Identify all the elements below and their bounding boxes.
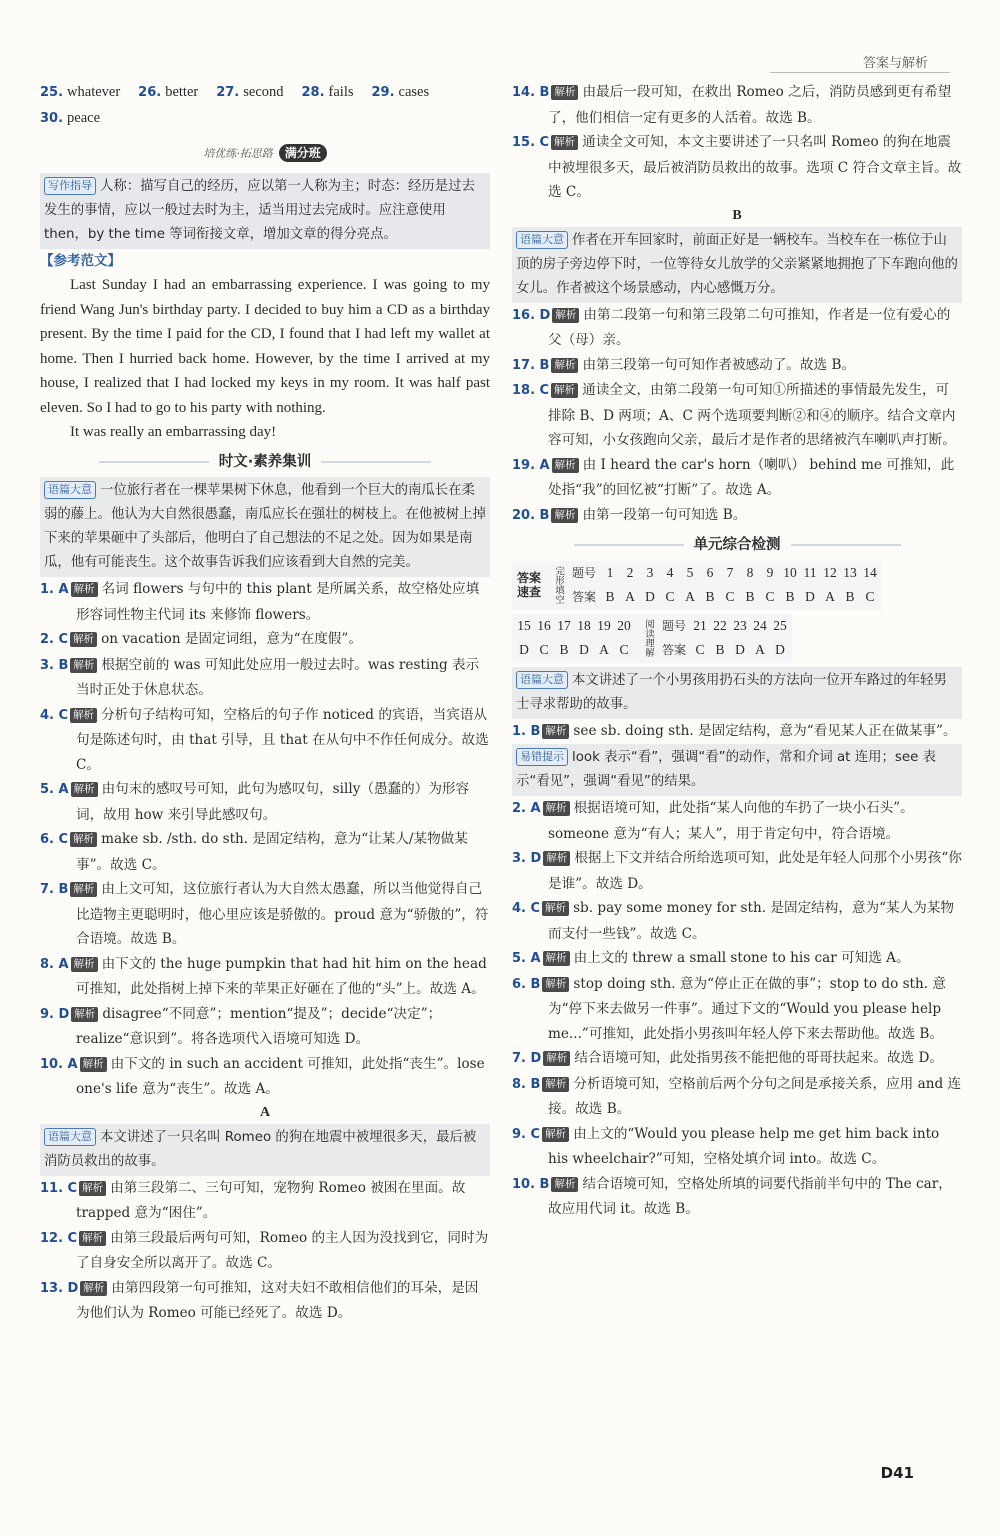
answer-number: 18. C bbox=[512, 383, 550, 398]
word-answer bbox=[138, 84, 198, 100]
analysis-tag: 解析 bbox=[71, 957, 98, 972]
answer-number: 2. C bbox=[40, 632, 69, 647]
answer-number: 4. C bbox=[40, 707, 69, 723]
question-number-label: 题号 bbox=[662, 618, 687, 633]
cloze-answers-2 bbox=[512, 638, 636, 663]
analysis-tag: 解析 bbox=[70, 832, 97, 847]
answer-explanation: 由第三段最后两句可知，Romeo 的主人因为没找到它，同时为了自身安全所以离开了。故选 C。 bbox=[76, 1229, 489, 1271]
analysis-tag: 解析 bbox=[80, 1281, 107, 1296]
answer-number: 8. B bbox=[512, 1076, 541, 1092]
answer-number: 5. A bbox=[512, 951, 541, 966]
answer-list-11-13 bbox=[40, 1176, 490, 1326]
answer-number: 8. A bbox=[40, 956, 69, 972]
answer-item bbox=[512, 1046, 962, 1072]
answer-item bbox=[512, 503, 962, 529]
answer-number: 20. B bbox=[512, 507, 550, 523]
answer-explanation: 名词 flowers 与句中的 this plant 是所属关系，故空格处应填形容词性物主代词 its 来修饰 flowers。 bbox=[76, 581, 480, 623]
analysis-tag: 解析 bbox=[551, 135, 578, 150]
question-number: 1 bbox=[606, 564, 614, 580]
answer-item bbox=[512, 1172, 962, 1222]
answer-explanation: on vacation 是固定词组，意为“在度假”。 bbox=[101, 631, 362, 647]
answer-explanation: 由第三段第二、三句可知，宠物狗 Romeo 被困在里面。故 trapped 意为“困住”。 bbox=[76, 1179, 466, 1221]
answer-explanation: 根据空前的 was 可知此处应用一般过去时。was resting 表示当时正处于休息状态。 bbox=[76, 656, 480, 698]
answer-letter: D bbox=[805, 589, 815, 604]
writing-tip-tag: 写作指导 bbox=[44, 177, 96, 195]
answer-quick-check-table bbox=[512, 561, 882, 610]
writing-tip bbox=[40, 173, 490, 249]
analysis-tag: 解析 bbox=[70, 708, 97, 723]
answer-explanation: 通读全文，由第二段第一句可知①所描述的事情最先发生，可排除 B、D 两项；A、C 两个选项要判断②和④的顺序。结合文章内容可知，小女孩跑向父亲，最后才是作者的思绪被汽车喇叭声打断。 bbox=[548, 382, 956, 448]
analysis-tag: 解析 bbox=[542, 977, 569, 992]
question-number: 2 bbox=[626, 564, 634, 580]
answer-letter: C bbox=[619, 642, 629, 657]
answer-letter: C bbox=[865, 589, 875, 604]
cloze-answers bbox=[598, 585, 882, 610]
answer-explanation: 由第一段第一句可知选 B。 bbox=[582, 506, 747, 523]
analysis-tag: 解析 bbox=[70, 658, 97, 673]
question-number: 13 bbox=[843, 564, 857, 580]
answer-letter: D bbox=[735, 642, 745, 657]
answer-number: 1. B bbox=[512, 723, 541, 739]
question-number: 9 bbox=[766, 564, 774, 580]
answer-list-unit-2-10 bbox=[512, 796, 962, 1222]
answer-explanation: 分析句子结构可知，空格后的句子作 noticed 的宾语，当宾语从句是陈述句时，由 that 引导，且 that 在从句中不作任何成分。故选 C。 bbox=[76, 706, 489, 773]
answer-number: 3. B bbox=[40, 657, 69, 673]
answer-item bbox=[40, 777, 490, 827]
answer-number: 2. A bbox=[512, 801, 541, 816]
answer-letter: C bbox=[765, 589, 775, 604]
question-number: 21 bbox=[693, 617, 707, 633]
analysis-tag: 解析 bbox=[79, 1181, 106, 1196]
answer-letter: B bbox=[845, 589, 855, 604]
answer-item bbox=[40, 577, 490, 627]
answer-item bbox=[512, 896, 962, 946]
answer-item bbox=[40, 1002, 490, 1052]
word-answer-text: fails bbox=[328, 84, 354, 100]
question-number-label: 题号 bbox=[572, 565, 597, 580]
answer-explanation: 由上文可知，这位旅行者认为大自然太愚蠢，所以当他觉得自己比造物主更聪明时，他心里应该是骄傲的。proud 意为“骄傲的”，符合语境。故选 B。 bbox=[76, 881, 489, 947]
analysis-tag: 解析 bbox=[80, 1057, 107, 1072]
reading-question-numbers bbox=[688, 614, 792, 639]
answer-explanation: 根据上下文并结合所给选项可知，此处是年轻人问那个小男孩“你是谁”。故选 D。 bbox=[548, 850, 962, 892]
answer-number: 5. A bbox=[40, 782, 69, 797]
error-tip-tag: 易错提示 bbox=[516, 748, 568, 766]
answer-letter: A bbox=[685, 589, 695, 604]
word-answer bbox=[216, 84, 283, 100]
writing-tip-text: 人称：描写自己的经历，应以第一人称为主；时态：经历是过去发生的事情，应以一般过去时为主，适当用过去完成时。应注意使用 then，by the time 等词衔接文章，增加文章的得分亮点。 bbox=[44, 178, 475, 242]
left-column bbox=[40, 80, 490, 1326]
answer-explanation: see sb. doing sth. 是固定结构，意为“看见某人正在做某事”。 bbox=[573, 722, 957, 739]
answer-letter: A bbox=[599, 642, 609, 657]
word-answer-text: whatever bbox=[67, 84, 121, 100]
question-number: 19 bbox=[597, 617, 611, 633]
summary-text: 一位旅行者在一棵苹果树下休息，他看到一个巨大的南瓜长在柔弱的藤上。他认为大自然很愚蠢，南瓜应长在强壮的树枝上。在他被树上掉下来的苹果砸中了头部后，他明白了自己想法的不足之处。因为如果是南瓜，他有可能丧生。这个故事告诉我们应该看到大自然的完美。 bbox=[44, 483, 486, 570]
question-number: 10 bbox=[783, 564, 797, 580]
answer-item bbox=[40, 1276, 490, 1326]
answer-letter: B bbox=[785, 589, 795, 604]
answer-letter: B bbox=[605, 589, 615, 604]
summary-passage-1 bbox=[40, 477, 490, 577]
answer-explanation: 由句末的感叹号可知，此句为感叹句，silly（愚蠢的）为形容词，故用 how 来引导此感叹句。 bbox=[76, 781, 470, 823]
answer-item bbox=[512, 353, 962, 379]
question-number: 3 bbox=[646, 564, 654, 580]
answer-explanation: 根据语境可知，此处指“某人向他的车扔了一块小石头”。someone 意为“有人；某人”，用于肯定句中，符合语境。 bbox=[548, 800, 914, 842]
answer-item bbox=[40, 1226, 490, 1276]
banner-prefix: 培优练·拓思路 bbox=[203, 147, 273, 160]
answer-number: 10. B bbox=[512, 1176, 550, 1192]
answer-number: 6. B bbox=[512, 976, 541, 992]
error-tip bbox=[512, 744, 962, 796]
question-number: 11 bbox=[803, 564, 817, 580]
analysis-tag: 解析 bbox=[71, 782, 98, 797]
section-title-unit-test: 单元综合检测 bbox=[512, 533, 962, 558]
answer-list-16-20 bbox=[512, 303, 962, 529]
answer-explanation: 通读全文可知，本文主要讲述了一只名叫 Romeo 的狗在地震中被埋很多天，最后被消防员救出的故事。选项 C 符合文章主旨。故选 C。 bbox=[548, 134, 962, 200]
answer-explanation: 由上文的“Would you please help me get him back into his wheelchair?”可知，空格处填介词 into。故选 C。 bbox=[548, 1125, 940, 1167]
answer-number: 12. C bbox=[40, 1230, 78, 1246]
analysis-tag: 解析 bbox=[70, 882, 97, 897]
answer-letter: D bbox=[645, 589, 655, 604]
analysis-tag: 解析 bbox=[551, 383, 578, 398]
question-number: 12 bbox=[823, 564, 837, 580]
answer-number: 4. C bbox=[512, 901, 541, 916]
error-tip-text: look 表示“看”，强调“看”的动作，常和介词 at 连用；see 表示“看见”，强调“看见”的结果。 bbox=[516, 750, 936, 789]
answer-letter: A bbox=[755, 642, 765, 657]
answer-number: 16. D bbox=[512, 307, 551, 323]
answer-number: 15. C bbox=[512, 135, 550, 150]
quick-check-label: 答案速查 bbox=[516, 571, 541, 599]
analysis-tag: 解析 bbox=[542, 1077, 569, 1092]
answer-letter: C bbox=[539, 642, 549, 657]
word-answers-line-2 bbox=[40, 106, 490, 132]
word-answers-line-1 bbox=[40, 80, 490, 106]
answer-list-14-15 bbox=[512, 80, 962, 205]
analysis-tag: 解析 bbox=[551, 85, 578, 100]
analysis-tag: 解析 bbox=[543, 951, 570, 966]
answer-item bbox=[40, 952, 490, 1002]
answer-item bbox=[512, 80, 962, 130]
word-answer bbox=[372, 84, 430, 100]
analysis-tag: 解析 bbox=[551, 358, 578, 373]
answer-explanation: 由 I heard the car's horn（喇叭） behind me 可推知，此处指“我”的回忆被“打断”了。故选 A。 bbox=[548, 456, 955, 498]
answer-item bbox=[40, 827, 490, 877]
word-answer-text: cases bbox=[398, 84, 430, 100]
answer-letter: C bbox=[665, 589, 675, 604]
summary-tag: 语篇大意 bbox=[516, 671, 568, 689]
word-answer-number: 26. bbox=[138, 85, 162, 100]
banner-label: 满分班 bbox=[279, 144, 327, 162]
answer-item bbox=[512, 796, 962, 846]
word-answer-number: 25. bbox=[40, 85, 64, 100]
answer-explanation: 结合语境可知，空格处所填的词要代指前半句中的 The car，故应用代词 it。故选 B。 bbox=[548, 1175, 952, 1217]
word-answer-text: peace bbox=[67, 109, 101, 126]
answer-item bbox=[512, 719, 962, 745]
word-answer-number: 27. bbox=[216, 85, 240, 100]
question-number: 16 bbox=[537, 617, 551, 633]
answer-item bbox=[512, 946, 962, 972]
question-number: 8 bbox=[746, 564, 754, 580]
analysis-tag: 解析 bbox=[551, 1177, 578, 1192]
answer-number: 3. D bbox=[512, 851, 542, 866]
answer-number: 19. A bbox=[512, 457, 550, 473]
answer-number: 10. A bbox=[40, 1056, 78, 1072]
answer-letter: B bbox=[715, 642, 725, 657]
analysis-tag: 解析 bbox=[552, 458, 579, 473]
header-divider bbox=[770, 72, 950, 73]
summary-text: 本文讲述了一只名叫 Romeo 的狗在地震中被埋很多天，最后被消防员救出的故事。 bbox=[44, 1129, 477, 1169]
answer-number: 13. D bbox=[40, 1280, 79, 1296]
word-answer bbox=[302, 84, 354, 100]
summary-passage-b bbox=[512, 227, 962, 303]
word-answer bbox=[40, 84, 120, 100]
analysis-tag: 解析 bbox=[71, 1007, 98, 1022]
cloze-question-numbers-2 bbox=[512, 614, 636, 639]
answer-letter: B bbox=[559, 642, 569, 657]
summary-passage-a bbox=[40, 1124, 490, 1176]
answer-number: 14. B bbox=[512, 85, 550, 100]
essay-paragraph-2: It was really an embarrassing day! bbox=[70, 424, 277, 440]
cloze-question-numbers bbox=[598, 561, 882, 586]
passage-letter-a: A bbox=[259, 1104, 271, 1120]
question-number: 18 bbox=[577, 617, 591, 633]
question-number: 23 bbox=[733, 617, 747, 633]
answer-label: 答案 bbox=[572, 590, 597, 604]
answer-letter: A bbox=[825, 589, 835, 604]
answer-explanation: 由下文的 the huge pumpkin that had hit him on the head 可推知，此处指树上掉下来的苹果正好砸在了他的“头”上。故选 A。 bbox=[76, 955, 487, 997]
answer-number: 1. A bbox=[40, 582, 69, 597]
word-answer-number: 29. bbox=[371, 85, 395, 100]
question-number: 6 bbox=[706, 564, 714, 580]
answer-letter: A bbox=[625, 589, 635, 604]
word-answer-number: 28. bbox=[301, 85, 325, 100]
answer-explanation: 由第三段第一句可知作者被感动了。故选 B。 bbox=[582, 356, 856, 373]
answer-label: 答案 bbox=[662, 643, 687, 657]
essay-paragraph-1: Last Sunday I had an embarrassing experience. I was going to my friend Wang Jun's birthday party. I decided to buy him a CD as a birthday present. By the time I paid for the CD, I found that I had left my wallet at home. Then I hurried back home. However, by the time I arrived at my house, I realized that I had locked my keys in my room. It was half past eleven. So I had to go to his party with nothing. bbox=[40, 277, 490, 416]
answer-explanation: 由第二段第一句和第三段第二句可推知，作者是一位有爱心的父（母）亲。 bbox=[548, 306, 951, 348]
analysis-tag: 解析 bbox=[79, 1231, 106, 1246]
right-column bbox=[512, 80, 962, 1222]
word-answers bbox=[40, 80, 490, 131]
analysis-tag: 解析 bbox=[71, 582, 98, 597]
answer-item bbox=[512, 972, 962, 1047]
question-number: 20 bbox=[617, 617, 631, 633]
section-title-reading: 时文·素养集训 bbox=[40, 450, 490, 475]
analysis-tag: 解析 bbox=[70, 632, 97, 647]
analysis-tag: 解析 bbox=[542, 1127, 569, 1142]
word-answer-text: better bbox=[165, 84, 199, 100]
question-number: 4 bbox=[666, 564, 674, 580]
summary-text: 本文讲述了一个小男孩用扔石头的方法向一位开车路过的年轻男士寻求帮助的故事。 bbox=[516, 672, 947, 712]
answer-item bbox=[512, 846, 962, 896]
question-number: 25 bbox=[773, 617, 787, 633]
word-answer-number: 30. bbox=[40, 110, 64, 126]
question-number: 5 bbox=[686, 564, 694, 580]
summary-tag: 语篇大意 bbox=[44, 1128, 96, 1146]
word-answer-text: second bbox=[243, 84, 284, 100]
answer-list-1-10 bbox=[40, 577, 490, 1102]
answer-letter: D bbox=[519, 642, 529, 657]
answer-item bbox=[40, 1052, 490, 1102]
analysis-tag: 解析 bbox=[551, 508, 578, 523]
answer-number: 6. C bbox=[40, 832, 69, 847]
cloze-label: 完形填空 bbox=[553, 566, 564, 604]
answer-item bbox=[40, 877, 490, 952]
answer-number: 9. D bbox=[40, 1006, 70, 1022]
answer-explanation: 由下文的 in such an accident 可推知，此处指“丧生”。lose one's life 意为“丧生”。故选 A。 bbox=[76, 1055, 485, 1097]
answer-item bbox=[512, 303, 962, 353]
answer-number: 9. C bbox=[512, 1126, 541, 1142]
analysis-tag: 解析 bbox=[542, 724, 569, 739]
question-number: 15 bbox=[517, 617, 531, 633]
word-answer bbox=[40, 110, 100, 126]
answer-explanation: 分析语境可知，空格前后两个分句之间是承接关系，应用 and 连接。故选 B。 bbox=[548, 1075, 962, 1117]
answer-item bbox=[40, 703, 490, 778]
answer-item bbox=[512, 1072, 962, 1122]
passage-letter-b: B bbox=[732, 207, 742, 223]
reference-essay-label: 【参考范文】 bbox=[40, 252, 121, 269]
answer-letter: C bbox=[695, 642, 705, 657]
answer-explanation: disagree“不同意”；mention“提及”；decide“决定”；realize“意识到”。将各选项代入语境可知选 D。 bbox=[76, 1005, 442, 1047]
answer-item bbox=[512, 1122, 962, 1172]
analysis-tag: 解析 bbox=[543, 801, 570, 816]
summary-tag: 语篇大意 bbox=[516, 231, 568, 249]
answer-explanation: stop doing sth. 意为“停止正在做的事”；stop to do sth. 意为“停下来去做另一件事”。通过下文的“Would you please help me...”可推知，此处指小男孩叫年轻人停下来去帮助他。故选 B。 bbox=[548, 975, 947, 1042]
answer-letter: B bbox=[705, 589, 715, 604]
header-title: 答案与解析 bbox=[862, 56, 928, 71]
summary-text: 作者在开车回家时，前面正好是一辆校车。当校车在一栋位于山顶的房子旁边停下时，一位等待女儿放学的父亲紧紧地拥抱了下车跑向他的女儿。作者被这个场景感动，内心感慨万分。 bbox=[516, 232, 958, 296]
reading-answers bbox=[688, 638, 792, 663]
answer-letter: B bbox=[745, 589, 755, 604]
question-number: 24 bbox=[753, 617, 767, 633]
summary-tag: 语篇大意 bbox=[44, 481, 96, 499]
answer-list-unit-1 bbox=[512, 719, 962, 745]
answer-item bbox=[512, 453, 962, 503]
analysis-tag: 解析 bbox=[543, 1051, 570, 1066]
question-number: 17 bbox=[557, 617, 571, 633]
answer-quick-check-table-2 bbox=[512, 614, 792, 663]
answer-explanation: 由最后一段可知，在救出 Romeo 之后，消防员感到更有希望了，他们相信一定有更多的人活着。故选 B。 bbox=[548, 84, 952, 126]
answer-item bbox=[40, 627, 490, 653]
page-number: D41 bbox=[880, 1464, 914, 1482]
summary-passage-c bbox=[512, 667, 962, 719]
answer-item bbox=[40, 1176, 490, 1226]
analysis-tag: 解析 bbox=[542, 901, 569, 916]
answer-letter: C bbox=[725, 589, 735, 604]
answer-explanation: make sb. /sth. do sth. 是固定结构，意为“让某人/某物做某事”。故选 C。 bbox=[76, 831, 468, 873]
answer-number: 17. B bbox=[512, 357, 550, 373]
answer-explanation: 由第四段第一句可推知，这对夫妇不敢相信他们的耳朵，是因为他们认为 Romeo 可能已经死了。故选 D。 bbox=[76, 1279, 479, 1321]
answer-number: 11. C bbox=[40, 1180, 78, 1196]
answer-explanation: sb. pay some money for sth. 是固定结构，意为“某人为某物而支付一些钱”。故选 C。 bbox=[548, 900, 955, 942]
question-number: 14 bbox=[863, 564, 877, 580]
reading-label: 阅读理解 bbox=[643, 619, 654, 657]
answer-number: 7. B bbox=[40, 882, 69, 897]
answer-letter: D bbox=[579, 642, 589, 657]
question-number: 7 bbox=[726, 564, 734, 580]
answer-explanation: 结合语境可知，此处指男孩不能把他的哥哥扶起来。故选 D。 bbox=[574, 1050, 943, 1066]
analysis-tag: 解析 bbox=[543, 851, 570, 866]
answer-item bbox=[512, 378, 962, 453]
analysis-tag: 解析 bbox=[552, 308, 579, 323]
answer-explanation: 由上文的 threw a small stone to his car 可知选 A。 bbox=[573, 950, 910, 966]
banner bbox=[40, 141, 490, 167]
answer-item bbox=[40, 653, 490, 703]
answer-item bbox=[512, 130, 962, 205]
question-number: 22 bbox=[713, 617, 727, 633]
answer-number: 7. D bbox=[512, 1051, 542, 1066]
answer-letter: D bbox=[775, 642, 785, 657]
